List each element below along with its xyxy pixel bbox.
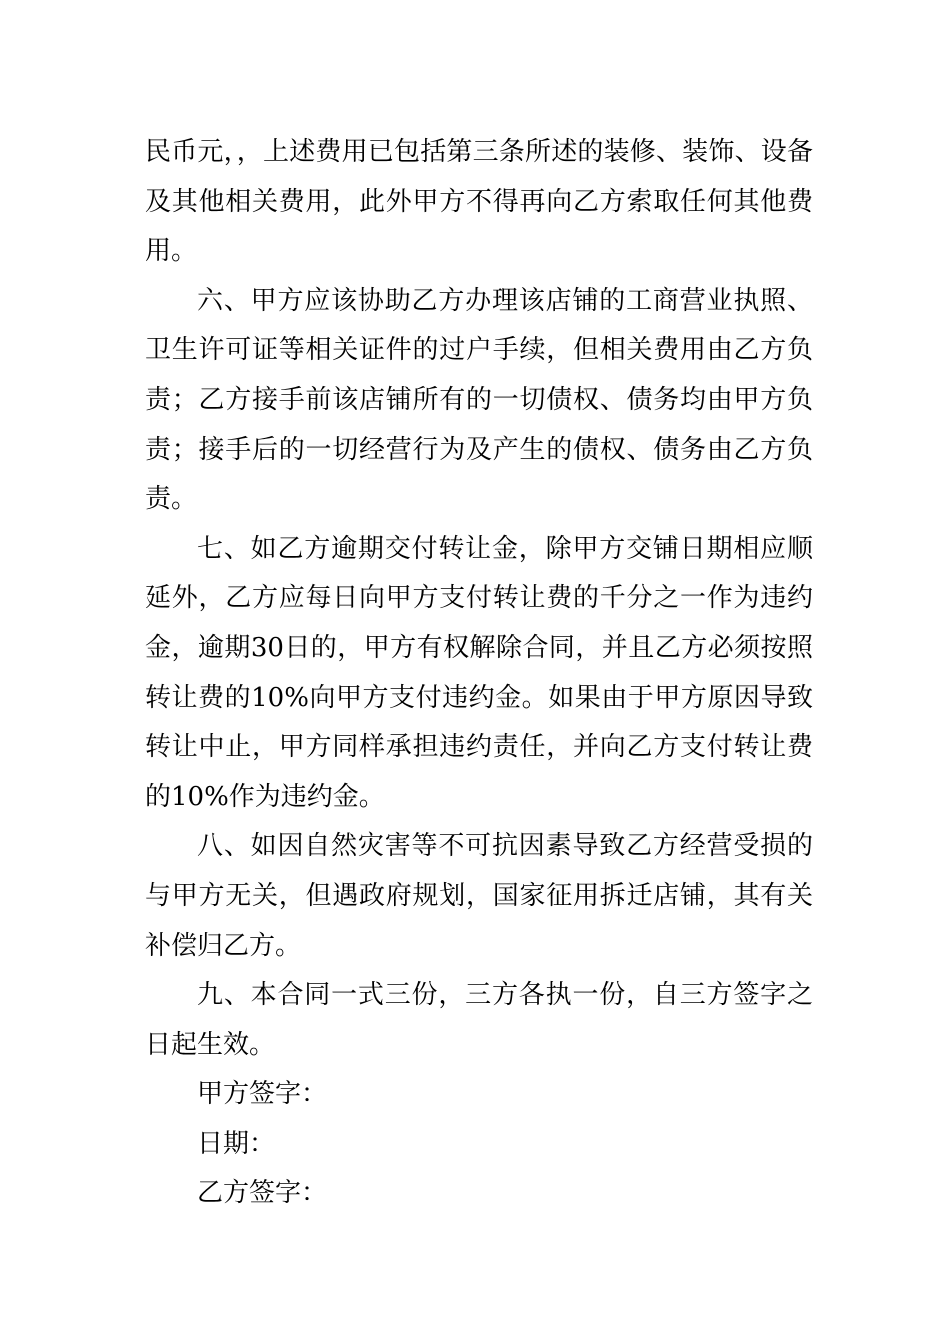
party-a-signature-label: 甲方签字： [197, 1079, 328, 1110]
document-page [145, 128, 813, 1219]
date-label: 日期： [197, 1128, 276, 1159]
party-b-signature-label: 乙方签字： [197, 1178, 328, 1209]
paragraph-clause-nine: 九、本合同一式三份，三方各执一份，自三方签字之日起生效。 [145, 980, 813, 1060]
paragraph-clause-eight: 八、如因自然灾害等不可抗因素导致乙方经营受损的与甲方无关，但遇政府规划，国家征用拆迁店铺，其有关补偿归乙方。 [145, 831, 813, 961]
paragraph-clause-seven: 七、如乙方逾期交付转让金，除甲方交铺日期相应顺延外，乙方应每日向甲方支付转让费的千分之一作为违约金，逾期30日的，甲方有权解除合同，并且乙方必须按照转让费的10%向甲方支付违约金。如果由于甲方原因导致转让中止，甲方同样承担违约责任，并向乙方支付转让费的10%作为违约金。 [145, 533, 813, 812]
paragraph-fees-continued: 民币元，，上述费用已包括第三条所述的装修、装饰、设备及其他相关费用，此外甲方不得再向乙方索取任何其他费用。 [145, 137, 813, 267]
paragraph-clause-six: 六、甲方应该协助乙方办理该店铺的工商营业执照、卫生许可证等相关证件的过户手续，但相关费用由乙方负责；乙方接手前该店铺所有的一切债权、债务均由甲方负责；接手后的一切经营行为及产生的债权、债务由乙方负责。 [145, 285, 813, 515]
